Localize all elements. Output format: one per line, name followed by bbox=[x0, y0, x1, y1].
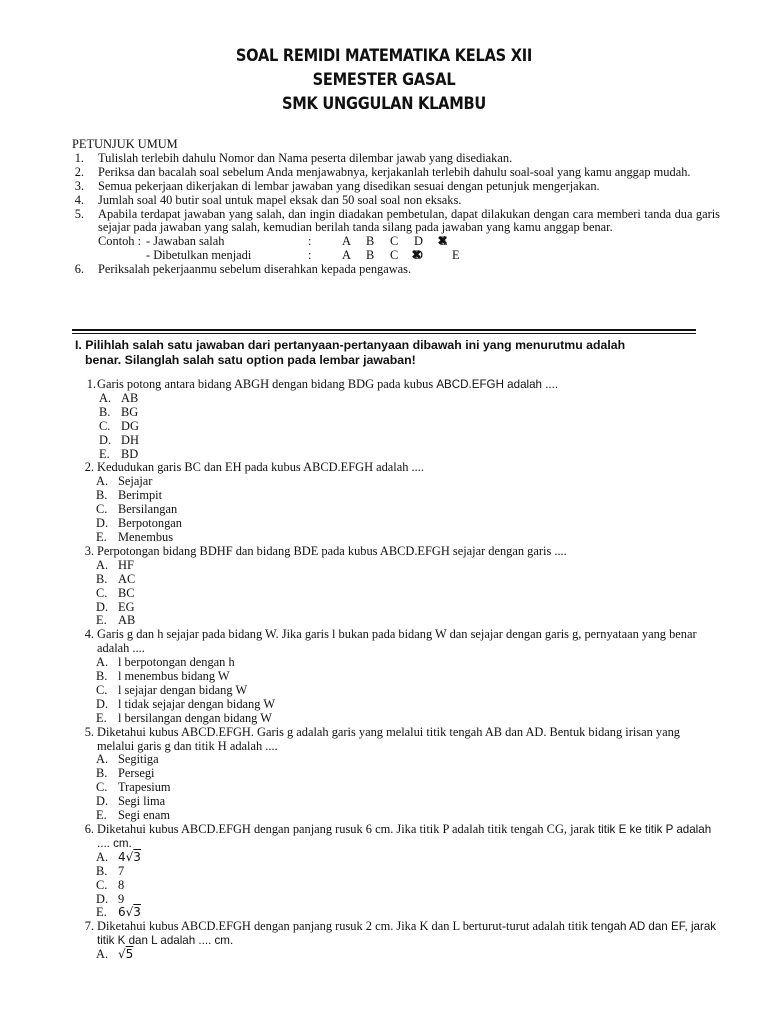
example-corrected-label: - Dibetulkan menjadi bbox=[146, 248, 252, 263]
answer-option: B. BG bbox=[99, 404, 139, 419]
answer-option: E. Menembus bbox=[96, 529, 174, 544]
general-instructions bbox=[72, 138, 720, 277]
answer-option: E. l bersilangan dengan bidang W bbox=[96, 710, 272, 725]
instruction-text: Periksa dan bacalah soal sebelum Anda menjawabnya, kerjakanlah terlebih dahulu soal-soal yang kamu anggap mudah. bbox=[98, 164, 691, 179]
example-label: Contoh : bbox=[98, 234, 142, 249]
instruction-text: Periksalah pekerjaanmu sebelum diserahkan kepada pengawas. bbox=[98, 262, 412, 277]
answer-option: E. 6√3 bbox=[96, 905, 141, 920]
question-item bbox=[70, 823, 720, 920]
instruction-number: 2. bbox=[74, 164, 84, 179]
instruction-number: 5. bbox=[74, 206, 84, 221]
section-instruction bbox=[75, 338, 705, 368]
question-text: Garis potong antara bidang ABGH dengan bidang BDG pada kubus bbox=[97, 377, 437, 391]
instruction-number: 3. bbox=[74, 178, 84, 193]
example-option: A bbox=[342, 248, 351, 263]
question-text: Diketahui kubus ABCD.EFGH. Garis g adalah garis yang melalui titik tengah AB dan AD. Bentuk bidang irisan yang melalui garis g dan titik H adalah .... bbox=[97, 724, 680, 753]
example-colon: : bbox=[308, 234, 312, 249]
instruction-number: 6. bbox=[74, 262, 84, 277]
answer-option: E. BD bbox=[99, 446, 139, 461]
instruction-item bbox=[72, 152, 720, 166]
answer-option: B. Berimpit bbox=[96, 488, 163, 503]
answer-option: C. 8 bbox=[96, 877, 125, 892]
instruction-item bbox=[72, 194, 720, 208]
instruction-item bbox=[72, 180, 720, 194]
answer-option: C. BC bbox=[96, 585, 135, 600]
instructions-list bbox=[72, 152, 720, 277]
header-semester: SEMESTER GASAL bbox=[312, 70, 456, 90]
question-number: 5. bbox=[84, 724, 94, 739]
answer-option: A. Sejajar bbox=[96, 474, 153, 489]
answer-option: B. AC bbox=[96, 571, 136, 586]
section-instruction-line: benar. Silanglah salah satu option pada lembar jawaban! bbox=[85, 353, 416, 367]
answer-option: E. AB bbox=[96, 613, 136, 628]
question-item bbox=[70, 920, 720, 962]
answer-option: C. l sejajar dengan bidang W bbox=[96, 682, 248, 697]
answer-option: D. 9 bbox=[96, 891, 125, 906]
example-option: A bbox=[342, 234, 351, 249]
question-item bbox=[70, 461, 720, 544]
question-item bbox=[70, 378, 720, 461]
example-option: D bbox=[414, 234, 423, 249]
answer-option: A. AB bbox=[99, 390, 139, 405]
document-header bbox=[54, 44, 714, 116]
question-list bbox=[70, 378, 720, 962]
answer-option: C. Bersilangan bbox=[96, 502, 178, 517]
example-option: E bbox=[452, 248, 460, 263]
question-text: Diketahui kubus ABCD.EFGH dengan panjang rusuk 2 cm. Jika K dan L berturut-turut adalah titik bbox=[97, 919, 592, 934]
instruction-text: Semua pekerjaan dikerjakan di lembar jawaban yang disedikan sesuai dengan petunjuk mengerjakan. bbox=[98, 178, 600, 193]
question-item bbox=[70, 545, 720, 628]
header-title: SOAL REMIDI MATEMATIKA KELAS XII bbox=[235, 46, 533, 66]
question-text: tengah AD dan EF, jarak titik K dan L adalah .... cm. bbox=[97, 920, 717, 948]
question-number: 4. bbox=[84, 627, 94, 642]
answer-option: D. Segi lima bbox=[96, 794, 166, 809]
example-option: C bbox=[390, 248, 399, 263]
answer-option: C. Trapesium bbox=[96, 780, 171, 795]
instruction-number: 1. bbox=[74, 150, 84, 165]
question-text: ABCD.EFGH adalah .... bbox=[436, 378, 559, 391]
instructions-title: PETUNJUK UMUM bbox=[72, 137, 178, 151]
instruction-text: Apabila terdapat jawaban yang salah, dan ingin diadakan pembetulan, dapat dilakukan dengan cara memberi tanda dua garis sejajar pada jawaban yang salah, kemudian berilah tanda silang pada jawaban yang kamu anggap benar. bbox=[98, 206, 720, 235]
answer-option: D. DH bbox=[99, 432, 139, 447]
instruction-item bbox=[72, 166, 720, 180]
question-item bbox=[70, 726, 720, 823]
answer-option: A. HF bbox=[96, 557, 134, 572]
instruction-item bbox=[72, 263, 720, 277]
instruction-text: Tulislah terlebih dahulu Nomor dan Nama peserta dilembar jawab yang disediakan. bbox=[98, 150, 513, 165]
answer-option: B. 7 bbox=[96, 863, 125, 878]
example-row-wrong bbox=[98, 235, 720, 249]
question-item bbox=[70, 628, 720, 725]
answer-option: A. √5 bbox=[96, 947, 134, 962]
answer-option: A. l berpotongan dengan h bbox=[96, 655, 235, 670]
example-option: B bbox=[366, 234, 375, 249]
divider-thick bbox=[72, 329, 696, 331]
example-wrong-label: - Jawaban salah bbox=[146, 234, 225, 249]
answer-option: D. Berpotongan bbox=[96, 516, 183, 531]
question-number: 2. bbox=[84, 460, 94, 475]
question-text: Perpotongan bidang BDHF dan bidang BDE pada kubus ABCD.EFGH sejajar dengan garis .... bbox=[97, 543, 567, 558]
header-school: SMK UNGGULAN KLAMBU bbox=[281, 94, 487, 114]
answer-option: A. 4√3 bbox=[96, 849, 141, 864]
example-row-corrected bbox=[98, 249, 720, 263]
answer-option: B. Persegi bbox=[96, 766, 155, 781]
question-text: Diketahui kubus ABCD.EFGH dengan panjang rusuk 6 cm. Jika titik P adalah titik tengah CG, jarak bbox=[97, 822, 598, 836]
instruction-text: Jumlah soal 40 butir soal untuk mapel eksak dan 50 soal soal non eksaks. bbox=[98, 192, 462, 207]
example-option-crossed: D ✖ bbox=[414, 249, 423, 263]
example-colon: : bbox=[308, 248, 312, 263]
answer-option: C. DG bbox=[99, 418, 139, 433]
instruction-number: 4. bbox=[74, 192, 84, 207]
question-text: titik E ke titik P adalah .... cm. bbox=[97, 823, 712, 850]
question-number: 3. bbox=[84, 543, 94, 558]
answer-option: A. Segitiga bbox=[96, 752, 159, 767]
answer-option: D. l tidak sejajar dengan bidang W bbox=[96, 696, 276, 711]
question-number: 1. bbox=[86, 377, 96, 391]
example-option: B bbox=[366, 248, 375, 263]
question-text: Kedudukan garis BC dan EH pada kubus ABCD.EFGH adalah .... bbox=[97, 460, 424, 475]
section-instruction-line: I. Pilihlah salah satu jawaban dari pertanyaan-pertanyaan dibawah ini yang menurutmu adalah bbox=[75, 338, 626, 352]
example-option-crossed: E ✖ bbox=[440, 235, 448, 249]
question-text: Garis g dan h sejajar pada bidang W. Jika garis l bukan pada bidang W dan sejajar dengan garis g, pernyataan yang benar adalah .... bbox=[97, 627, 697, 656]
question-number: 7. bbox=[84, 919, 94, 934]
instruction-item bbox=[72, 208, 720, 264]
divider-thin bbox=[72, 333, 696, 334]
answer-option: D. EG bbox=[96, 599, 135, 614]
question-number: 6. bbox=[84, 822, 94, 836]
example-option: C bbox=[390, 234, 399, 249]
answer-option: E. Segi enam bbox=[96, 808, 170, 823]
answer-option: B. l menembus bidang W bbox=[96, 669, 230, 684]
